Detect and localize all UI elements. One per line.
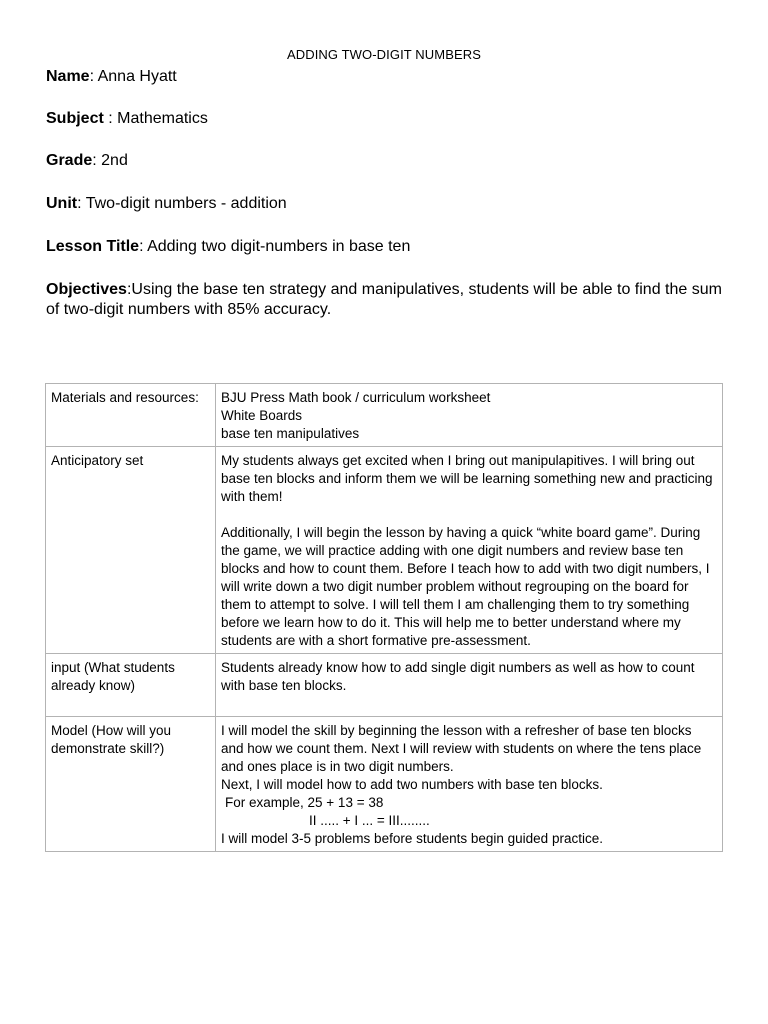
anticipatory-set-content: [216, 447, 723, 654]
unit-value: Two-digit numbers - addition: [85, 195, 287, 212]
subject-label: Subject: [46, 110, 104, 127]
table-row-anticipatory-set: [46, 447, 723, 654]
materials-label: Materials and resources:: [46, 384, 216, 447]
lesson-title-value: Adding two digit-numbers in base ten: [147, 238, 411, 255]
input-label: input (What students already know): [46, 654, 216, 717]
materials-item: White Boards: [221, 408, 303, 423]
lesson-title-separator: :: [139, 238, 148, 255]
model-content: [216, 717, 723, 852]
grade-label: Grade: [46, 152, 93, 169]
subject-field: [46, 109, 736, 129]
model-line: I will model 3-5 problems before students begin guided practice.: [221, 831, 603, 846]
page-title: ADDING TWO-DIGIT NUMBERS: [286, 47, 482, 62]
model-line: I will model the skill by beginning the lesson with a refresher of base ten blocks and how we count them. Next I will review with students on where the tens place and ones place is in two digit numbers.: [221, 723, 702, 774]
anticipatory-paragraph-1: My students always get excited when I bring out manipulapitives. I will bring out base ten blocks and inform them we will be learning something new and practicing with them!: [221, 453, 713, 504]
materials-item: base ten manipulatives: [221, 426, 360, 441]
paragraph-gap: [221, 695, 717, 713]
anticipatory-paragraph-2: Additionally, I will begin the lesson by having a quick “white board game”. During the game, we will practice adding with one digit numbers and review base ten blocks and how to count them. Before I teach how to add with two digit numbers, I will write down a two digit number problem without regrouping on the board for them to attempt to solve. I will tell them I am challenging them to try something before we learn how to do it. This will help me to better understand where my students are with a short formative pre-assessment.: [221, 525, 710, 648]
lesson-title-field: [46, 237, 736, 257]
table-row-model: [46, 717, 723, 852]
model-label: Model (How will you demonstrate skill?): [46, 717, 216, 852]
name-separator: :: [89, 68, 98, 85]
table-row-input: [46, 654, 723, 717]
model-example: For example, 25 + 13 = 38: [225, 795, 384, 810]
objectives-label: Objectives: [46, 281, 127, 298]
input-text: Students already know how to add single digit numbers as well as how to count with base ten blocks.: [221, 660, 695, 693]
objectives-value: Using the base ten strategy and manipulatives, students will be able to find the sum of two-digit numbers with 85% accuracy.: [46, 281, 722, 318]
unit-separator: :: [77, 195, 86, 212]
materials-content: [216, 384, 723, 447]
name-field: [46, 67, 736, 87]
model-tally-example: II ..... + I ... = III........: [309, 813, 430, 828]
name-value: Anna Hyatt: [97, 68, 177, 85]
materials-item: BJU Press Math book / curriculum worksheet: [221, 390, 491, 405]
grade-field: [46, 151, 736, 171]
objectives-separator: :: [126, 281, 132, 298]
name-label: Name: [46, 68, 90, 85]
lesson-title-label: Lesson Title: [46, 238, 140, 255]
subject-separator: :: [103, 110, 118, 127]
unit-field: [46, 194, 736, 214]
grade-separator: :: [92, 152, 102, 169]
model-line: Next, I will model how to add two numbers with base ten blocks.: [221, 777, 603, 792]
subject-value: Mathematics: [117, 110, 208, 127]
paragraph-gap: [221, 506, 717, 524]
table-row-materials: [46, 384, 723, 447]
unit-label: Unit: [46, 195, 78, 212]
lesson-plan-table: [45, 383, 723, 852]
grade-value: 2nd: [101, 152, 128, 169]
anticipatory-set-label: Anticipatory set: [46, 447, 216, 654]
input-content: [216, 654, 723, 717]
objectives-field: [46, 280, 736, 320]
